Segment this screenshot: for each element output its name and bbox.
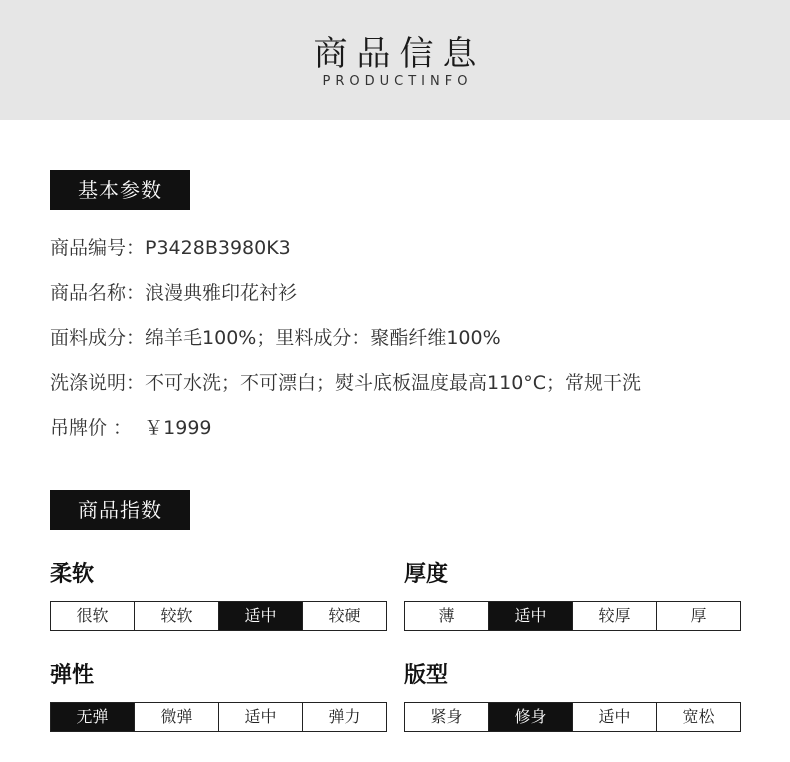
- softness-scale: [50, 601, 387, 631]
- fit-scale: [404, 702, 741, 732]
- fit-option: 宽松: [657, 703, 740, 731]
- softness-title: 柔软: [50, 562, 95, 587]
- param-key: 商品名称：: [50, 282, 146, 304]
- thickness-title: 厚度: [404, 562, 449, 587]
- softness-option: 适中: [219, 602, 303, 630]
- param-row-care: [50, 368, 641, 413]
- param-value: 不可水洗；不可漂白；熨斗底板温度最高110°C；常规干洗: [145, 372, 642, 394]
- product-index-heading: 商品指数: [50, 490, 190, 530]
- param-key: 吊牌价 ：: [50, 417, 133, 439]
- param-row-material: [50, 323, 641, 368]
- softness-option: 很软: [51, 602, 135, 630]
- param-row-price: [50, 413, 641, 458]
- param-row-sku: [50, 233, 641, 278]
- basic-params-list: [50, 233, 641, 458]
- param-row-name: [50, 278, 641, 323]
- elasticity-scale: [50, 702, 387, 732]
- thickness-option: 厚: [657, 602, 740, 630]
- param-value: 浪漫典雅印花衬衫: [145, 282, 298, 304]
- fit-option: 修身: [489, 703, 573, 731]
- thickness-scale: [404, 601, 741, 631]
- page-subtitle: PRODUCTINFO: [322, 74, 473, 89]
- param-key: 商品编号：: [50, 237, 146, 259]
- param-value: 绵羊毛100%；里料成分：聚酯纤维100%: [145, 327, 501, 349]
- fit-title: 版型: [404, 663, 449, 688]
- thickness-option: 薄: [405, 602, 489, 630]
- thickness-option: 适中: [489, 602, 573, 630]
- elasticity-option: 适中: [219, 703, 303, 731]
- elasticity-option: 无弹: [51, 703, 135, 731]
- thickness-option: 较厚: [573, 602, 657, 630]
- page-title: 商品信息: [313, 34, 486, 74]
- param-key: 洗涤说明：: [50, 372, 146, 394]
- param-key: 面料成分：: [50, 327, 146, 349]
- elasticity-title: 弹性: [50, 663, 95, 688]
- fit-option: 适中: [573, 703, 657, 731]
- elasticity-option: 弹力: [303, 703, 386, 731]
- fit-option: 紧身: [405, 703, 489, 731]
- param-value: ￥1999: [144, 417, 212, 439]
- page-header: [0, 0, 790, 120]
- softness-option: 较软: [135, 602, 219, 630]
- elasticity-option: 微弹: [135, 703, 219, 731]
- param-value: P3428B3980K3: [145, 237, 291, 259]
- basic-params-heading: 基本参数: [50, 170, 190, 210]
- softness-option: 较硬: [303, 602, 386, 630]
